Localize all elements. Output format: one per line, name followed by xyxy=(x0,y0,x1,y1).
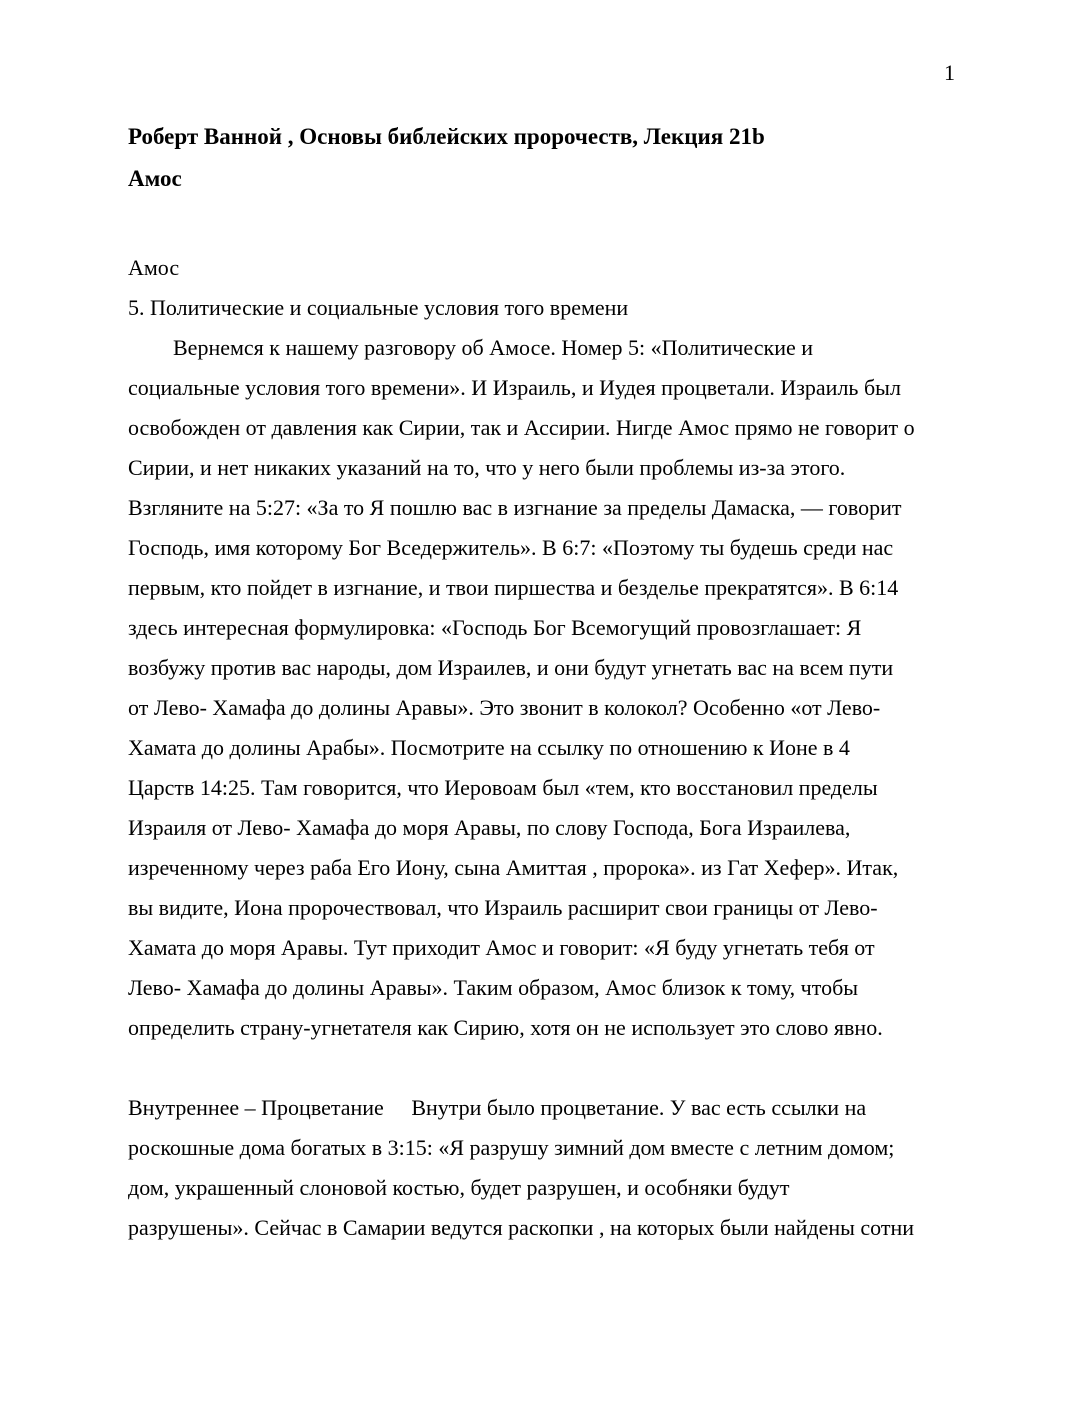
text-line: Взгляните на 5:27: «За то Я пошлю вас в изгнание за пределы Дамаска, — говорит xyxy=(128,495,902,520)
section-subtitle: Амос xyxy=(128,255,180,280)
text-line: Лево- Хамафа до долины Аравы». Таким образом, Амос близок к тому, чтобы xyxy=(128,975,859,1000)
text-line: Царств 14:25. Там говорится, что Иеровоам был «тем, кто восстановил пределы xyxy=(128,775,878,800)
document-content xyxy=(128,116,1028,1248)
text-line: Вернемся к нашему разговору об Амосе. Номер 5: «Политические и xyxy=(173,335,814,360)
text-line: здесь интересная формулировка: «Господь Бог Всемогущий провозглашает: Я xyxy=(128,615,862,640)
text-line: определить страну-угнетателя как Сирию, хотя он не использует это слово явно. xyxy=(128,1015,883,1040)
text-line: от Лево- Хамафа до долины Аравы». Это звонит в колокол? Особенно «от Лево- xyxy=(128,695,881,720)
document-title-subject: Амос xyxy=(128,166,182,191)
document-title-block xyxy=(128,116,1028,200)
text-line: первым, кто пойдет в изгнание, и твои пиршества и безделье прекратятся». В 6:14 xyxy=(128,575,899,600)
blank-line xyxy=(128,1048,1028,1088)
text-line: дом, украшенный слоновой костью, будет разрушен, и особняки будут xyxy=(128,1175,790,1200)
paragraph-political-social-conditions xyxy=(128,328,1028,1048)
document-title: Роберт Ванной , Основы библейских пророчеств, Лекция 21b xyxy=(128,124,765,149)
paragraph-internal-prosperity xyxy=(128,1088,1028,1248)
text-line: Хамата до долины Арабы». Посмотрите на ссылку по отношению к Ионе в 4 xyxy=(128,735,850,760)
text-line: разрушены». Сейчас в Самарии ведутся раскопки , на которых были найдены сотни xyxy=(128,1215,915,1240)
text-line: Господь, имя которому Бог Вседержитель». В 6:7: «Поэтому ты будешь среди нас xyxy=(128,535,894,560)
text-line: Внутреннее – Процветание Внутри было процветание. У вас есть ссылки на xyxy=(128,1095,867,1120)
text-line: Сирии, и нет никаких указаний на то, что у него были проблемы из-за этого. xyxy=(128,455,846,480)
text-line: вы видите, Иона пророчествовал, что Израиль расширит свои границы от Лево- xyxy=(128,895,878,920)
text-line: социальные условия того времени». И Израиль, и Иудея процветали. Израиль был xyxy=(128,375,901,400)
text-line: Израиля от Лево- Хамафа до моря Аравы, по слову Господа, Бога Израилева, xyxy=(128,815,851,840)
text-line: изреченному через раба Его Иону, сына Амиттая , пророка». из Гат Хефер». Итак, xyxy=(128,855,899,880)
text-line: роскошные дома богатых в 3:15: «Я разрушу зимний дом вместе с летним домом; xyxy=(128,1135,895,1160)
text-line: освобожден от давления как Сирии, так и Ассирии. Нигде Амос прямо не говорит о xyxy=(128,415,915,440)
page-number: 1 xyxy=(944,60,955,85)
text-line: возбужу против вас народы, дом Израилев, и они будут угнетать вас на всем пути xyxy=(128,655,894,680)
text-line: Хамата до моря Аравы. Тут приходит Амос и говорит: «Я буду угнетать тебя от xyxy=(128,935,875,960)
section-heading: 5. Политические и социальные условия того времени xyxy=(128,295,629,320)
heading-spacer xyxy=(128,200,1028,248)
